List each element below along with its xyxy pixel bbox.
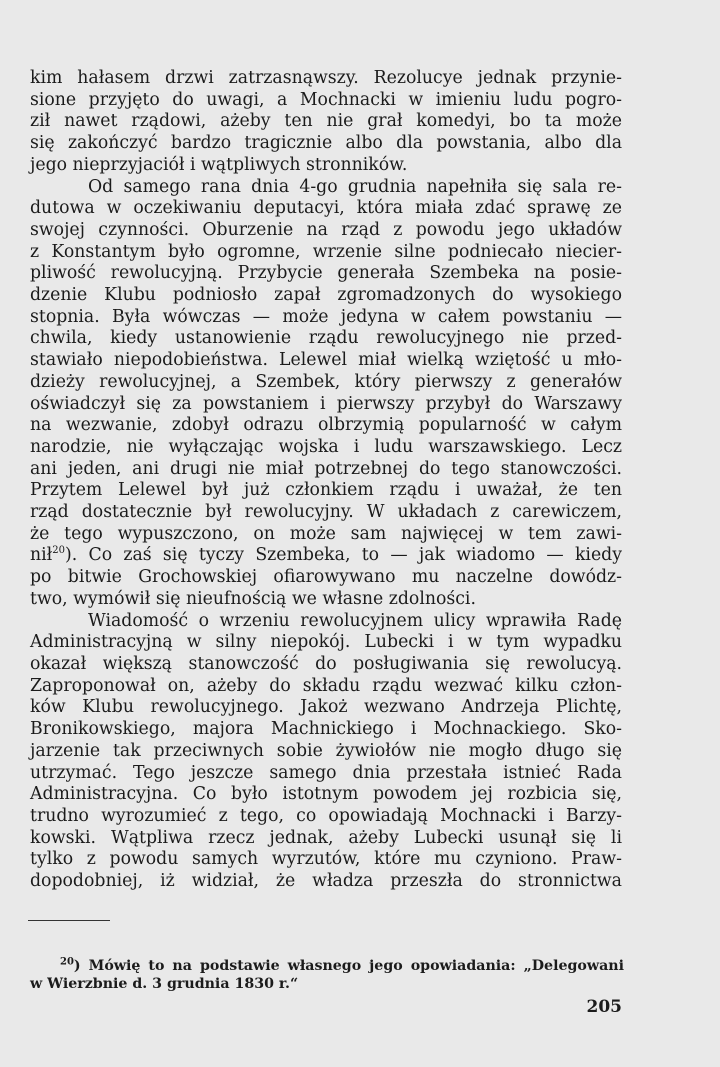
- text-line: Administracyjna. Co było istotnym powodem jej rozbicia się,: [30, 784, 622, 805]
- text-line: że tego wypuszczono, on może sam najwięcej w tem zawi-: [30, 523, 622, 544]
- text-line: dutowa w oczekiwaniu deputacyi, która miała zdać sprawę ze: [30, 198, 622, 219]
- text-line: kowski. Wątpliwa rzecz jednak, ażeby Lubecki usunął się li: [30, 827, 622, 848]
- text-line: dzenie Klubu podniosło zapał zgromadzonych do wysokiego: [30, 285, 622, 306]
- text-line: dopodobniej, iż widział, że władza przeszła do stronnictwa: [30, 871, 622, 892]
- text-line: Od samego rana dnia 4-go grudnia napełniła się sala re-: [88, 176, 622, 197]
- text-line: ził nawet rządowi, ażeby ten nie grał komedyi, bo ta może: [30, 111, 622, 132]
- text-line: swojej czynności. Oburzenie na rząd z powodu jego układów: [30, 219, 622, 240]
- text-line: oświadczył się za powstaniem i pierwszy przybył do Warszawy: [30, 393, 622, 414]
- text-line: Przytem Lelewel był już członkiem rządu i uważał, że ten: [30, 480, 622, 501]
- text-line: się zakończyć bardzo tragicznie albo dla powstania, albo dla: [30, 133, 622, 154]
- text-line-with-footnote-ref: [30, 545, 622, 567]
- text-fragment: nił: [30, 545, 53, 566]
- footnote-marker: 20: [60, 956, 74, 968]
- text-line: Zaproponował on, ażeby do składu rządu wezwać kilku człon-: [30, 675, 622, 696]
- footnote-line: w Wierzbnie d. 3 grudnia 1830 r.“: [30, 976, 299, 992]
- text-line: Administracyjną w silny niepokój. Lubecki i w tym wypadku: [30, 632, 622, 653]
- text-line: Wiadomość o wrzeniu rewolucyjnem ulicy wprawiła Radę: [88, 610, 622, 631]
- text-line: z Konstantym było ogromne, wrzenie silne podniecało niecier-: [30, 241, 622, 262]
- text-line: po bitwie Grochowskiej ofiarowywano mu naczelne dowódz-: [30, 567, 622, 588]
- text-line: narodzie, nie wyłączając wojska i ludu warszawskiego. Lecz: [30, 436, 622, 457]
- text-fragment: ). Co zaś się tyczy Szembeka, to — jak wiadomo — kiedy: [65, 545, 622, 566]
- footnote-reference[interactable]: 20: [52, 545, 65, 557]
- text-line: na wezwanie, zdobył odrazu olbrzymią popularność w całym: [30, 415, 622, 436]
- text-line: trudno wyrozumieć z tego, co opowiadają Mochnacki i Barzy-: [30, 805, 622, 826]
- text-line: utrzymać. Tego jeszcze samego dnia przestała istnieć Rada: [30, 762, 622, 783]
- footnote-text: ) Mówię to na podstawie własnego jego opowiadania: „Delegowani: [73, 958, 624, 974]
- footnote-line: [30, 957, 624, 975]
- text-line: two, wymówił się nieufnością we własne zdolności.: [30, 588, 476, 609]
- text-line: stawiało niepodobieństwa. Lelewel miał wielką wziętość u mło-: [30, 350, 622, 371]
- text-line: jarzenie tak przeciwnych sobie żywiołów nie mogło długo się: [30, 740, 622, 761]
- text-line: pliwość rewolucyjną. Przybycie generała Szembeka na posie-: [30, 263, 622, 284]
- text-line: rząd dostatecznie był rewolucyjny. W układach z carewiczem,: [30, 502, 622, 523]
- text-line: kim hałasem drzwi zatrzasnąwszy. Rezolucye jednak przynie-: [30, 68, 622, 88]
- text-line: tylko z powodu samych wyrzutów, które mu czyniono. Praw-: [30, 849, 622, 870]
- text-line: okazał większą stanowczość do posługiwania się rewolucyą.: [30, 653, 622, 674]
- footnote: [30, 957, 624, 993]
- text-line: Bronikowskiego, majora Machnickiego i Mochnackiego. Sko-: [30, 719, 622, 740]
- text-line: dzieży rewolucyjnej, a Szembek, który pierwszy z generałów: [30, 371, 622, 392]
- text-line: stopnia. Była wówczas — może jedyna w całem powstaniu —: [30, 306, 622, 327]
- page-number: 205: [586, 997, 622, 1017]
- body-text: [30, 68, 622, 893]
- footnote-divider: [28, 920, 110, 921]
- text-line: sione przyjęto do uwagi, a Mochnacki w imieniu ludu pogro-: [30, 89, 622, 110]
- text-line: ków Klubu rewolucyjnego. Jakoż wezwano Andrzeja Plichtę,: [30, 697, 622, 718]
- text-line: jego nieprzyjaciół i wątpliwych stronników.: [30, 154, 408, 175]
- text-line: ani jeden, ani drugi nie miał potrzebnej do tego stanowczości.: [30, 458, 622, 479]
- text-line: chwila, kiedy ustanowienie rządu rewolucyjnego nie przed-: [30, 328, 622, 349]
